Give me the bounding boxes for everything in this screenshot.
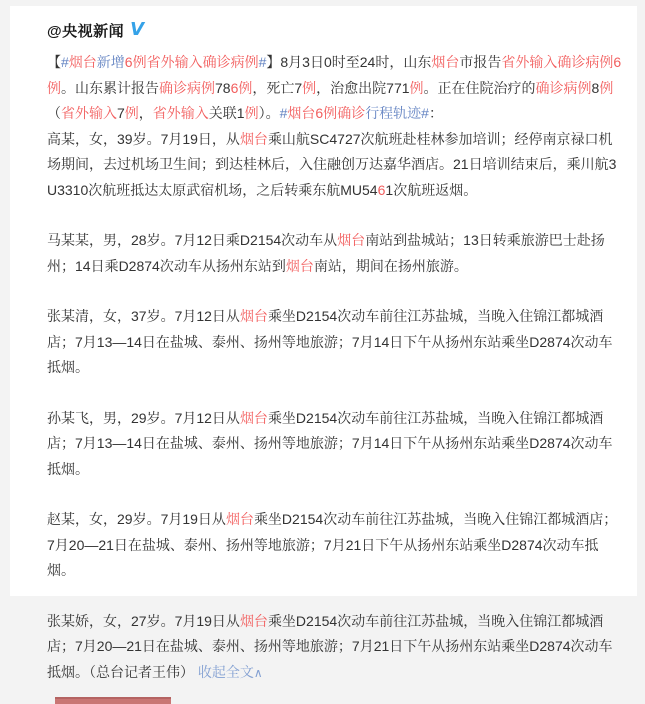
username[interactable]: @央视新闻 bbox=[47, 22, 125, 40]
text-segment: 乘山航SC4727次航班赴桂林参加培训；经停南京禄口机场期间，去过机场卫生间；到达桂林后，入住融创万达嘉华酒店。21日培训结束后，乘川航3U3310次航班抵达太原武宿机场，之后转乘东航MU54 bbox=[47, 130, 617, 198]
text-segment: 关联1 bbox=[208, 105, 245, 121]
text-segment: 。正在住院治疗的 bbox=[423, 79, 536, 96]
text-segment: 乘坐D2154次动车前往江苏盐城，当晚入住锦江都城酒店；7月20—21日在盐城、泰州、扬州等地旅游；7月21日下午从扬州东站乘坐D2874次动车抵烟。 bbox=[47, 511, 618, 578]
hashtag-link[interactable]: 烟台 bbox=[287, 105, 316, 121]
post-header bbox=[47, 18, 623, 42]
text-segment: 赵某，女，29岁。7月19日从 bbox=[47, 511, 226, 527]
highlight-keyword: 省外输入 bbox=[61, 105, 117, 121]
post-paragraph bbox=[47, 50, 623, 127]
text-segment: 】8月3日0时至24时，山东 bbox=[266, 54, 432, 70]
highlight-keyword: 烟台 bbox=[239, 308, 268, 324]
text-segment: ， bbox=[138, 105, 153, 121]
hashtag-link[interactable]: 省外输入 bbox=[146, 54, 203, 70]
highlight-keyword: 省外输入 bbox=[152, 105, 209, 121]
text-segment: 孙某飞，男，29岁。7月12日从 bbox=[47, 409, 240, 426]
highlight-keyword: 省外输入确诊病例6例 bbox=[47, 54, 622, 96]
highlight-keyword: 确诊病例 bbox=[159, 79, 215, 96]
text-segment: 1次航班返烟。 bbox=[385, 181, 478, 198]
post-paragraph bbox=[47, 127, 623, 204]
text-segment: 乘坐D2154次动车前往江苏盐城，当晚入住锦江都城酒店；7月13—14日在盐城、泰州、扬州等地旅游；7月14日下午从扬州东站乘坐D2874次动车抵烟。 bbox=[47, 409, 613, 477]
highlight-keyword: 例 bbox=[244, 105, 259, 121]
text-segment: ，治愈出院771 bbox=[316, 79, 410, 96]
text-segment: 高某，女，39岁。7月19日，从 bbox=[47, 130, 240, 147]
text-segment: 乘坐D2154次动车前往江苏盐城，当晚入住锦江都城酒店；7月20—21日在盐城、泰州、扬州等地旅游；7月21日下午从扬州东站乘坐D2874次动车抵烟。（总台记者王伟） bbox=[47, 612, 613, 680]
post-body bbox=[47, 50, 623, 686]
post-paragraph bbox=[47, 228, 623, 279]
hashtag-link[interactable]: # bbox=[258, 54, 267, 70]
text-segment: ，死亡7 bbox=[252, 79, 303, 96]
text-segment: 张某娇，女，27岁。7月19日从 bbox=[47, 612, 240, 629]
text-segment: 78 bbox=[215, 79, 231, 96]
hashtag-link[interactable]: 行程轨迹# bbox=[365, 105, 429, 121]
highlight-keyword: 例 bbox=[409, 79, 424, 96]
highlight-keyword: 烟台 bbox=[431, 54, 460, 70]
highlight-keyword: 烟台 bbox=[285, 257, 314, 274]
highlight-keyword: 确诊病例 bbox=[535, 79, 592, 96]
hashtag-link[interactable]: # bbox=[279, 105, 288, 121]
highlight-keyword: 烟台 bbox=[337, 232, 366, 248]
text-segment: 。山东累计报告 bbox=[61, 79, 159, 96]
text-segment: 张某清，女，37岁。7月12日从 bbox=[47, 308, 240, 324]
post-paragraph bbox=[47, 609, 623, 687]
highlight-keyword: 例 bbox=[302, 79, 317, 96]
text-segment: ）。 bbox=[258, 105, 280, 121]
text-segment: （ bbox=[47, 105, 61, 121]
highlight-keyword: 烟台 bbox=[239, 409, 268, 426]
text-segment: 8 bbox=[591, 79, 600, 96]
post-card bbox=[10, 6, 637, 680]
collapse-caret-icon[interactable]: ∧ bbox=[253, 665, 263, 680]
text-segment: 马某某，男，28岁。7月12日乘D2154次动车从 bbox=[47, 232, 338, 248]
text-segment: 市报告 bbox=[459, 54, 502, 70]
text-segment: 南站，期间在扬州旅游。 bbox=[313, 257, 468, 274]
hashtag-link[interactable]: 确诊病例 bbox=[202, 54, 259, 70]
text-segment: 【 bbox=[47, 54, 61, 70]
text-segment: 南站到盐城站；13日转乘旅游巴士赴扬州；14日乘D2874次动车从扬州东站到 bbox=[47, 232, 605, 274]
hashtag-link[interactable]: 烟台 bbox=[68, 54, 97, 70]
hashtag-link[interactable]: # bbox=[61, 54, 69, 70]
highlight-keyword: 6 bbox=[377, 181, 386, 198]
highlight-keyword: 烟台 bbox=[239, 130, 268, 147]
highlight-keyword: 例 bbox=[124, 105, 139, 121]
hashtag-link[interactable]: 6例 bbox=[124, 54, 147, 70]
post-paragraph bbox=[47, 406, 623, 483]
collapse-fulltext-link[interactable]: 收起全文 bbox=[197, 663, 254, 680]
highlight-keyword: 例 bbox=[599, 79, 614, 96]
verified-badge-icon: V bbox=[130, 19, 145, 40]
hashtag-link[interactable]: 新增 bbox=[96, 54, 125, 70]
highlight-keyword: 6例 bbox=[230, 79, 253, 96]
post-paragraph bbox=[47, 304, 623, 381]
hashtag-link[interactable]: 6例 bbox=[315, 105, 338, 121]
text-segment: ： bbox=[428, 105, 443, 121]
post-paragraph bbox=[47, 507, 623, 584]
highlight-keyword: 烟台 bbox=[239, 612, 268, 629]
hashtag-link[interactable]: 确诊 bbox=[337, 105, 366, 121]
text-segment: 乘坐D2154次动车前往江苏盐城，当晚入住锦江都城酒店；7月13—14日在盐城、泰州、扬州等地旅游；7月14日下午从扬州东站乘坐D2874次动车抵烟。 bbox=[47, 308, 613, 375]
highlight-keyword: 烟台 bbox=[225, 511, 254, 527]
cut-off-red-element bbox=[55, 697, 171, 704]
text-segment: 7 bbox=[117, 105, 125, 121]
